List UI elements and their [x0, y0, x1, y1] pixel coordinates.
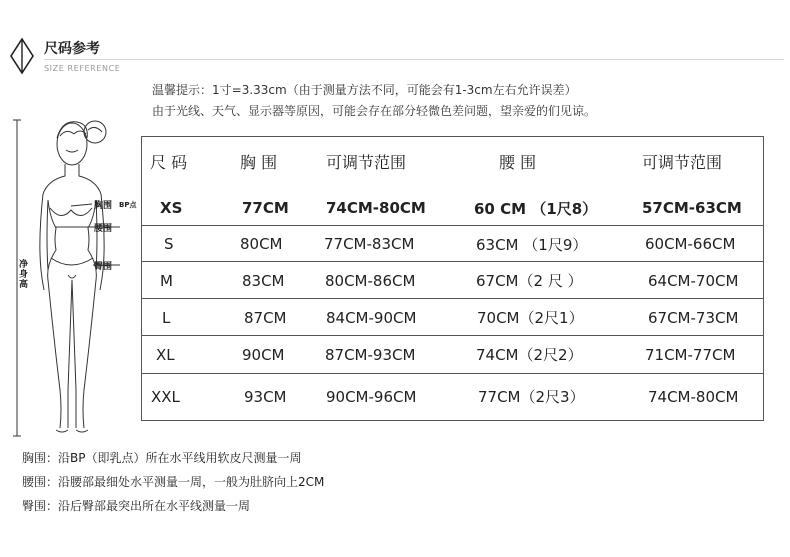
cell-size: L: [162, 308, 171, 327]
cell-waist: 70CM（2尺1）: [477, 309, 584, 327]
cell-size: XXL: [151, 387, 180, 406]
cell-bust: 83CM: [242, 271, 285, 290]
footnote-hip: 臀围：沿后臀部最突出所在水平线测量一周: [22, 499, 251, 513]
cell-waist-range: 60CM-66CM: [645, 235, 736, 253]
table-row: [142, 336, 763, 373]
note-line-1: 温馨提示：1寸=3.33cm（由于测量方法不同，可能会有1-3cm左右允许误差）: [152, 83, 577, 97]
figure-label-waist: 腰围: [94, 224, 113, 234]
section-title: 尺码参考: [44, 41, 100, 57]
cell-bust-range: 84CM-90CM: [326, 308, 417, 327]
note-line-2: 由于光线、天气、显示器等原因，可能会存在部分轻微色差问题，望亲爱的们见谅。: [152, 104, 597, 118]
cell-bust: 77CM: [242, 199, 289, 217]
header-waist: 腰 围: [499, 152, 537, 172]
footnote-waist: 腰围：沿腰部最细处水平测量一周，一般为肚脐向上2CM: [22, 475, 325, 489]
size-notes: [152, 80, 596, 122]
header-divider: [44, 59, 784, 60]
cell-bust-range: 80CM-86CM: [325, 271, 416, 290]
cell-bust-range: 87CM-93CM: [325, 345, 416, 364]
header-size: 尺 码: [150, 152, 188, 172]
table-row: [142, 189, 763, 227]
cell-bust: 80CM: [240, 235, 283, 253]
cell-bust: 90CM: [242, 345, 285, 364]
cell-waist-range: 74CM-80CM: [648, 387, 739, 406]
cell-waist: 63CM （1尺9）: [476, 235, 588, 254]
cell-bust-range: 74CM-80CM: [326, 199, 426, 217]
diamond-logo-icon: [10, 38, 34, 74]
cell-waist: 74CM（2尺2）: [476, 346, 583, 364]
cell-bust-range: 90CM-96CM: [326, 387, 417, 406]
cell-size: S: [164, 235, 174, 253]
header-bust: 胸 围: [240, 152, 278, 172]
cell-bust: 87CM: [244, 308, 287, 327]
cell-size: M: [160, 271, 173, 290]
figure-label-height: 净身高: [19, 260, 29, 290]
measurement-footnotes: [22, 446, 324, 518]
cell-bust-range: 77CM-83CM: [324, 235, 415, 253]
figure-label-bust: 胸围: [94, 201, 113, 211]
table-row: [142, 226, 763, 262]
cell-waist: 77CM（2尺3）: [478, 388, 585, 406]
header-bust-range: 可调节范围: [326, 152, 407, 172]
cell-waist-range: 67CM-73CM: [648, 308, 739, 327]
section-subtitle: SIZE REFERENCE: [44, 64, 121, 73]
table-row: [142, 299, 763, 336]
header-waist-range: 可调节范围: [642, 152, 723, 172]
cell-waist-range: 64CM-70CM: [648, 271, 739, 290]
figure-label-hip: 臀围: [94, 262, 113, 272]
cell-waist: 60 CM （1尺8）: [474, 199, 598, 218]
body-measurement-figure: [8, 100, 146, 438]
cell-size: XS: [160, 199, 183, 217]
cell-size: XL: [156, 345, 175, 364]
size-chart-table: [141, 136, 764, 421]
footnote-bust: 胸围：沿BP（即乳点）所在水平线用软皮尺测量一周: [22, 451, 302, 465]
cell-waist: 67CM（2 尺 ）: [476, 272, 583, 290]
cell-waist-range: 71CM-77CM: [645, 345, 736, 364]
cell-bust: 93CM: [244, 387, 287, 406]
table-header-row: [142, 137, 763, 185]
table-row: [142, 262, 763, 299]
table-row: [142, 374, 763, 419]
figure-label-bp: BP点: [119, 201, 137, 209]
cell-waist-range: 57CM-63CM: [642, 199, 742, 217]
